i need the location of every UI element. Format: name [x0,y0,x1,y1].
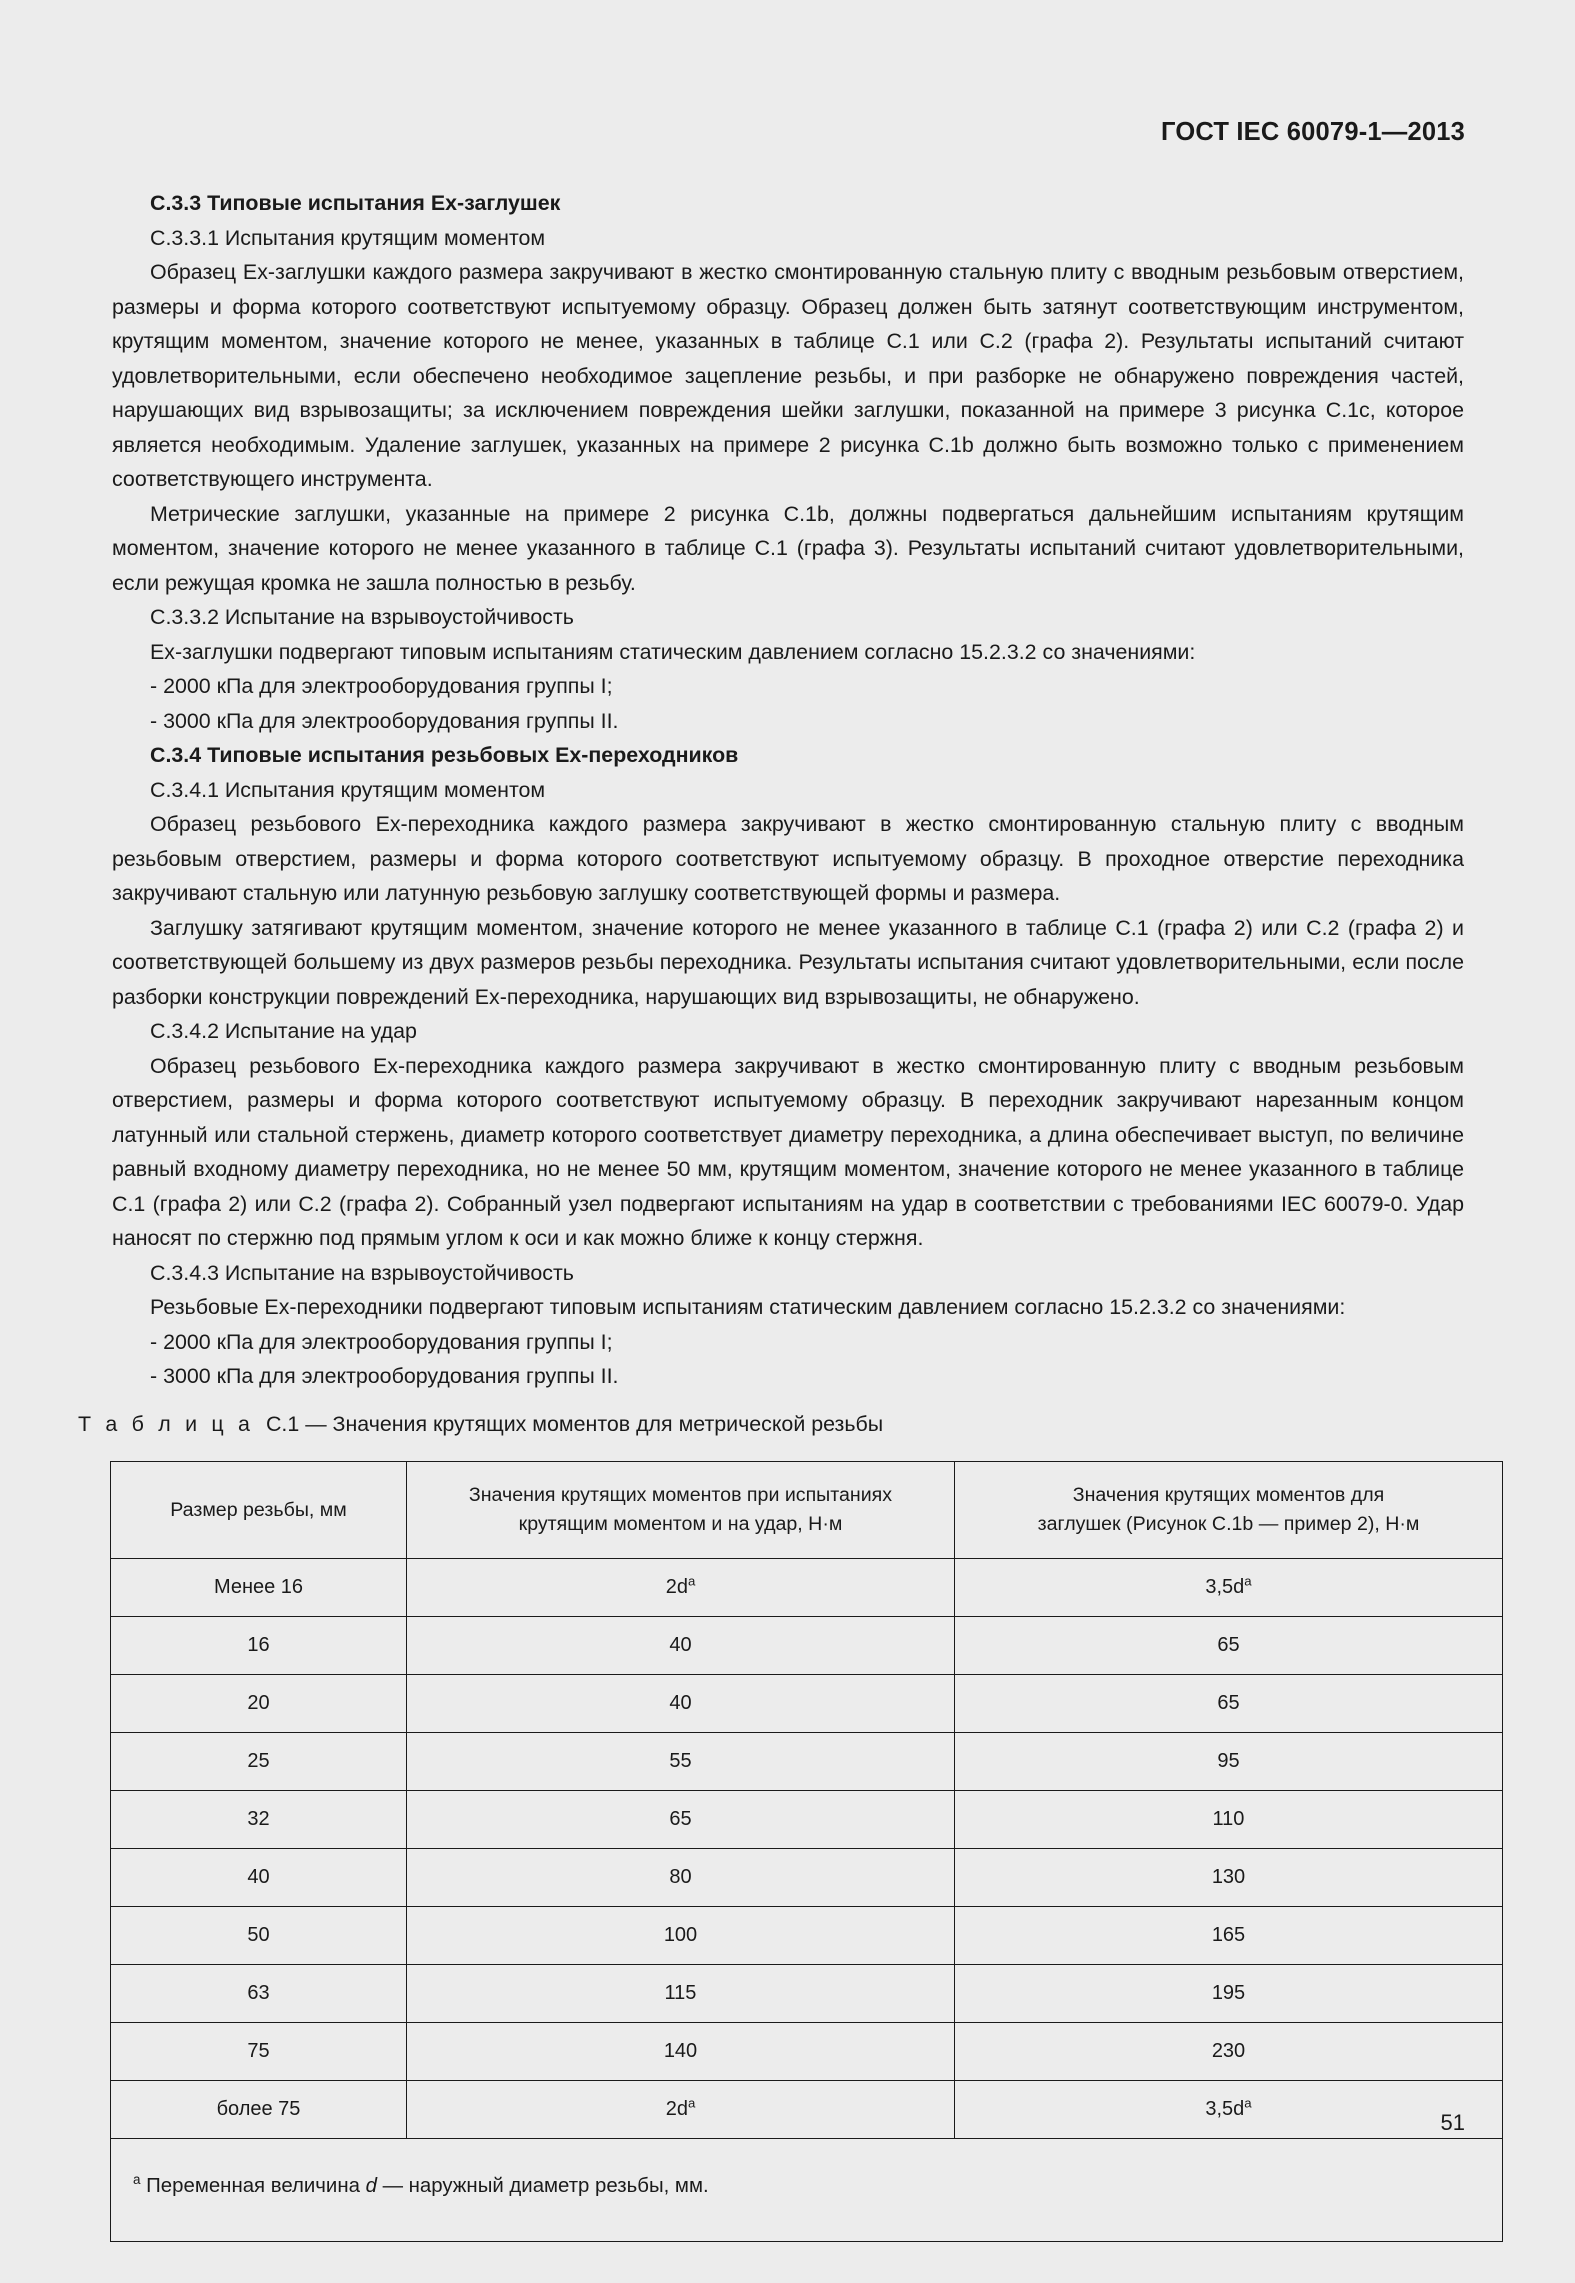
table-header-row [111,1462,1503,1559]
footnote-text-after: — наружный диаметр резьбы, мм. [376,2174,709,2197]
paragraph-c332-body: Ex-заглушки подвергают типовым испытаниям статическим давлением согласно 15.2.3.2 со значениями: [150,639,1196,664]
footnote-text-before: Переменная величина [140,2174,366,2197]
table-c1 [110,1461,1503,2242]
footnote-ref: a [687,1573,696,1589]
table-row [111,1617,1503,1675]
footnote-variable-d: d [365,2174,377,2197]
table-row [111,1675,1503,1733]
cell-plug-torque: $3,5d^a$ [955,1559,1503,1617]
cell-thread-size: 20 [111,1675,407,1733]
paragraph-c342-body: Образец резьбового Ex-переходника каждого размера закручивают в жестко смонтированную плиту с вводным резьбовым отверстием, размеры и форма которого соответствуют испытуемому образцу. В переходник закручивают нарезанным концом латунный или стальной стержень, диаметр которого соответствует диаметру переходника, а длина обеспечивает выступ, по величине равный входному диаметру переходника, но не менее 50 мм, крутящим моментом, значение которого не менее указанного в таблице C.1 (графа 2) или C.2 (графа 2). Собранный узел подвергают испытаниям на удар в соответствии с требованиями IEC 60079-0. Удар наносят по стержню под прямым углом к оси и как можно ближе к концу стержня. [112,1053,1464,1250]
cell-thread-size: 32 [111,1791,407,1849]
paragraph-c331-body: Образец Ex-заглушки каждого размера закручивают в жестко смонтированную стальную плиту с вводным резьбовым отверстием, размеры и форма которого соответствуют испытуемому образцу. Образец должен быть затянут соответствующим инструментом, крутящим моментом, значение которого не менее, указанных в таблице C.1 или C.2 (графа 2). Результаты испытаний считают удовлетворительными, если обеспечено необходимое зацепление резьбы, и при разборке не обнаружено повреждения частей, нарушающих вид взрывозащиты; за исключением повреждения шейки заглушки, показанной на примере 3 рисунка C.1c, которое является необходимым. Удаление заглушек, указанных на примере 2 рисунка C.1b должно быть возможно только с применением соответствующего инструмента. [112,260,1464,491]
cell-plug-torque: 95 [955,1733,1503,1791]
cell-plug-torque: 110 [955,1791,1503,1849]
cell-torque-impact: 65 [407,1791,955,1849]
table-row [111,1849,1503,1907]
table-row [111,1559,1503,1617]
column-header-plug-torque-line2: заглушек (Рисунок C.1b — пример 2), Н·м [1037,1513,1420,1535]
table-row [111,1791,1503,1849]
column-header-thread-size [111,1462,407,1559]
cell-torque-impact: 80 [407,1849,955,1907]
footnote-ref: a [1244,1573,1252,1589]
body-text-column [112,186,1464,1394]
heading-c-3-4-2: C.3.4.2 Испытание на удар [150,1019,417,1043]
column-header-plug-torque [955,1462,1503,1559]
cell-plug-torque: $3,5d^a$ [955,2081,1503,2139]
column-header-plug-torque-line1: Значения крутящих моментов для [1072,1484,1385,1506]
heading-c-3-3-2: C.3.3.2 Испытание на взрывоустойчивость [150,605,574,629]
cell-plug-torque: 65 [955,1617,1503,1675]
page-number: 51 [1440,2110,1465,2135]
cell-plug-torque: 195 [955,1965,1503,2023]
heading-c-3-4: C.3.4 Типовые испытания резьбовых Ex-переходников [150,743,739,767]
cell-thread-size: Менее 16 [111,1559,407,1617]
footnote-marker: a [133,2171,141,2187]
bullet-group-i-2000kpa: - 2000 кПа для электрооборудования группы I; [150,674,613,698]
column-header-torque-impact-line1: Значения крутящих моментов при испытаниях [468,1484,893,1506]
table-row [111,1907,1503,1965]
table-row [111,2023,1503,2081]
cell-torque-impact: 115 [407,1965,955,2023]
paragraph-metric-plugs: Метрические заглушки, указанные на примере 2 рисунка C.1b, должны подвергаться дальнейшим испытаниям крутящим моментом, значение которого не менее указанного в таблице C.1 (графа 3). Результаты испытаний считают удовлетворительными, если режущая кромка не зашла полностью в резьбу. [112,501,1464,595]
cell-plug-torque: 230 [955,2023,1503,2081]
cell-thread-size: 50 [111,1907,407,1965]
paragraph-c341-body: Образец резьбового Ex-переходника каждого размера закручивают в жестко смонтированную стальную плиту с вводным резьбовым отверстием, размеры и форма которого соответствуют испытуемому образцу. В проходное отверстие переходника закручивают стальную или латунную резьбовую заглушку соответствующей формы и размера. [112,812,1464,905]
table-c1-wrapper [110,1461,1502,2242]
heading-c-3-3: C.3.3 Типовые испытания Ex-заглушек [150,191,561,215]
column-header-thread-size-line1: Размер резьбы, мм [170,1498,347,1521]
cell-plug-torque: 165 [955,1907,1503,1965]
cell-torque-impact: 40 [407,1617,955,1675]
cell-plug-torque: 130 [955,1849,1503,1907]
bullet-group-ii-3000kpa: - 3000 кПа для электрооборудования группы II. [150,708,619,733]
paragraph-c343-body: Резьбовые Ex-переходники подвергают типовым испытаниям статическим давлением согласно 15.2.3.2 со значениями: [150,1295,1346,1319]
table-footnote-cell [111,2139,1503,2242]
footnote-ref: a [687,2095,696,2111]
heading-c-3-4-1: C.3.4.1 Испытания крутящим моментом [150,777,546,802]
cell-torque-impact: 55 [407,1733,955,1791]
cell-torque-impact: 100 [407,1907,955,1965]
table-head [111,1462,1503,1559]
table-row [111,2081,1503,2139]
cell-torque-impact: 40 [407,1675,955,1733]
table-row [111,1965,1503,2023]
heading-c-3-3-1: C.3.3.1 Испытания крутящим моментом [150,225,546,250]
table-row [111,1733,1503,1791]
column-header-torque-impact [407,1462,955,1559]
cell-thread-size: 25 [111,1733,407,1791]
cell-plug-torque: 65 [955,1675,1503,1733]
table-caption-label: Т а б л и ц а [78,1412,255,1436]
cell-torque-impact: $2d^a$ [407,1559,955,1617]
table-caption [78,1412,883,1437]
paragraph-plug-tightening: Заглушку затягивают крутящим моментом, значение которого не менее указанного в таблице C.1 (графа 2) или C.2 (графа 2) и соответствующей большему из двух размеров резьбы переходника. Результаты испытания считают удовлетворительными, если после разборки конструкции повреждений Ex-переходника, нарушающих вид взрывозащиты, не обнаружено. [112,915,1464,1009]
cell-torque-impact: 140 [407,2023,955,2081]
table-foot [111,2139,1503,2242]
cell-torque-impact: $2d^a$ [407,2081,955,2139]
cell-thread-size: 16 [111,1617,407,1675]
cell-thread-size: более 75 [111,2081,407,2139]
table-footnote-row [111,2139,1503,2242]
table-caption-number: C.1 [265,1412,300,1436]
bullet2-group-ii-3000kpa: - 3000 кПа для электрооборудования группы II. [150,1364,619,1388]
cell-thread-size: 63 [111,1965,407,2023]
column-header-torque-impact-line2: крутящим моментом и на удар, Н·м [518,1513,843,1535]
heading-c-3-4-3: C.3.4.3 Испытание на взрывоустойчивость [150,1260,574,1285]
footnote-ref: a [1244,2095,1252,2111]
running-header-standard-title: ГОСТ IEC 60079-1—2013 [1161,118,1465,146]
cell-thread-size: 40 [111,1849,407,1907]
bullet2-group-i-2000kpa: - 2000 кПа для электрооборудования группы I; [150,1329,613,1354]
cell-thread-size: 75 [111,2023,407,2081]
table-caption-text: — Значения крутящих моментов для метрической резьбы [305,1412,884,1436]
table-body [111,1559,1503,2139]
